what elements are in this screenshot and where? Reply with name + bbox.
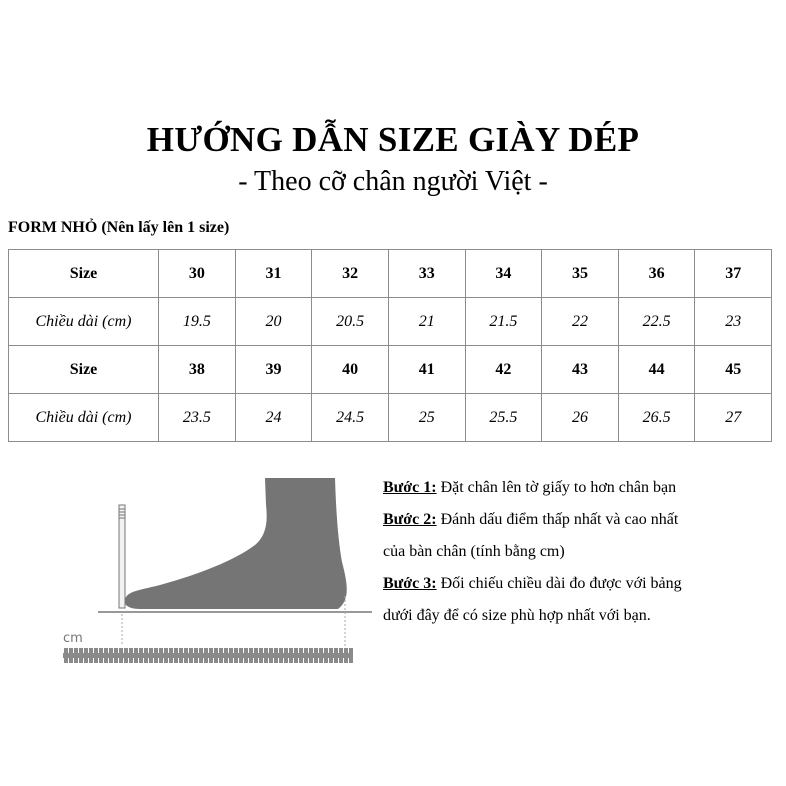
step-text: của bàn chân (tính bằng cm) bbox=[383, 543, 565, 560]
step-text: Đặt chân lên tờ giấy to hơn chân bạn bbox=[440, 479, 677, 496]
size-cell: 34 bbox=[465, 250, 542, 298]
length-cell: 19.5 bbox=[159, 298, 236, 346]
size-cell: 37 bbox=[695, 250, 772, 298]
size-cell: 33 bbox=[388, 250, 465, 298]
step-label: Bước 2: bbox=[383, 511, 437, 528]
length-cell: 23 bbox=[695, 298, 772, 346]
size-cell: 41 bbox=[388, 346, 465, 394]
row-header: Size bbox=[9, 250, 159, 298]
length-cell: 21 bbox=[388, 298, 465, 346]
vertical-ruler bbox=[119, 505, 125, 608]
step-2-continuation bbox=[383, 536, 783, 568]
size-cell: 30 bbox=[159, 250, 236, 298]
step-1 bbox=[383, 472, 783, 504]
size-cell: 32 bbox=[312, 250, 389, 298]
step-label: Bước 1: bbox=[383, 479, 437, 496]
length-cell: 22.5 bbox=[618, 298, 695, 346]
size-cell: 38 bbox=[159, 346, 236, 394]
size-cell: 45 bbox=[695, 346, 772, 394]
length-cell: 20.5 bbox=[312, 298, 389, 346]
length-cell: 24.5 bbox=[312, 394, 389, 442]
length-cell: 27 bbox=[695, 394, 772, 442]
size-cell: 42 bbox=[465, 346, 542, 394]
length-cell: 26.5 bbox=[618, 394, 695, 442]
size-cell: 31 bbox=[235, 250, 312, 298]
bottom-ruler bbox=[63, 648, 353, 663]
step-label: Bước 3: bbox=[383, 575, 437, 592]
size-cell: 35 bbox=[542, 250, 619, 298]
length-cell: 25 bbox=[388, 394, 465, 442]
length-cell: 25.5 bbox=[465, 394, 542, 442]
step-2 bbox=[383, 504, 783, 536]
step-text: dưới đây để có size phù hợp nhất với bạn. bbox=[383, 607, 651, 624]
length-cell: 23.5 bbox=[159, 394, 236, 442]
length-cell: 26 bbox=[542, 394, 619, 442]
row-header: Chiều dài (cm) bbox=[9, 394, 159, 442]
row-header: Size bbox=[9, 346, 159, 394]
length-cell: 22 bbox=[542, 298, 619, 346]
step-3 bbox=[383, 568, 783, 600]
page-title: HƯỚNG DẪN SIZE GIÀY DÉP bbox=[146, 120, 640, 159]
steps-list bbox=[383, 472, 783, 632]
step-3-continuation bbox=[383, 600, 783, 632]
length-cell: 21.5 bbox=[465, 298, 542, 346]
foot-silhouette bbox=[125, 478, 347, 609]
unit-label: cm bbox=[63, 631, 83, 646]
page-subtitle: - Theo cỡ chân người Việt - bbox=[238, 166, 548, 197]
size-cell: 43 bbox=[542, 346, 619, 394]
size-cell: 44 bbox=[618, 346, 695, 394]
step-text: Đánh dấu điểm thấp nhất và cao nhất bbox=[440, 511, 679, 528]
size-cell: 39 bbox=[235, 346, 312, 394]
step-text: Đối chiếu chiều dài đo được với bảng bbox=[440, 575, 682, 592]
form-label: FORM NHỎ (Nên lấy lên 1 size) bbox=[8, 219, 230, 236]
size-cell: 40 bbox=[312, 346, 389, 394]
row-header: Chiều dài (cm) bbox=[9, 298, 159, 346]
size-cell: 36 bbox=[618, 250, 695, 298]
length-cell: 24 bbox=[235, 394, 312, 442]
length-cell: 20 bbox=[235, 298, 312, 346]
